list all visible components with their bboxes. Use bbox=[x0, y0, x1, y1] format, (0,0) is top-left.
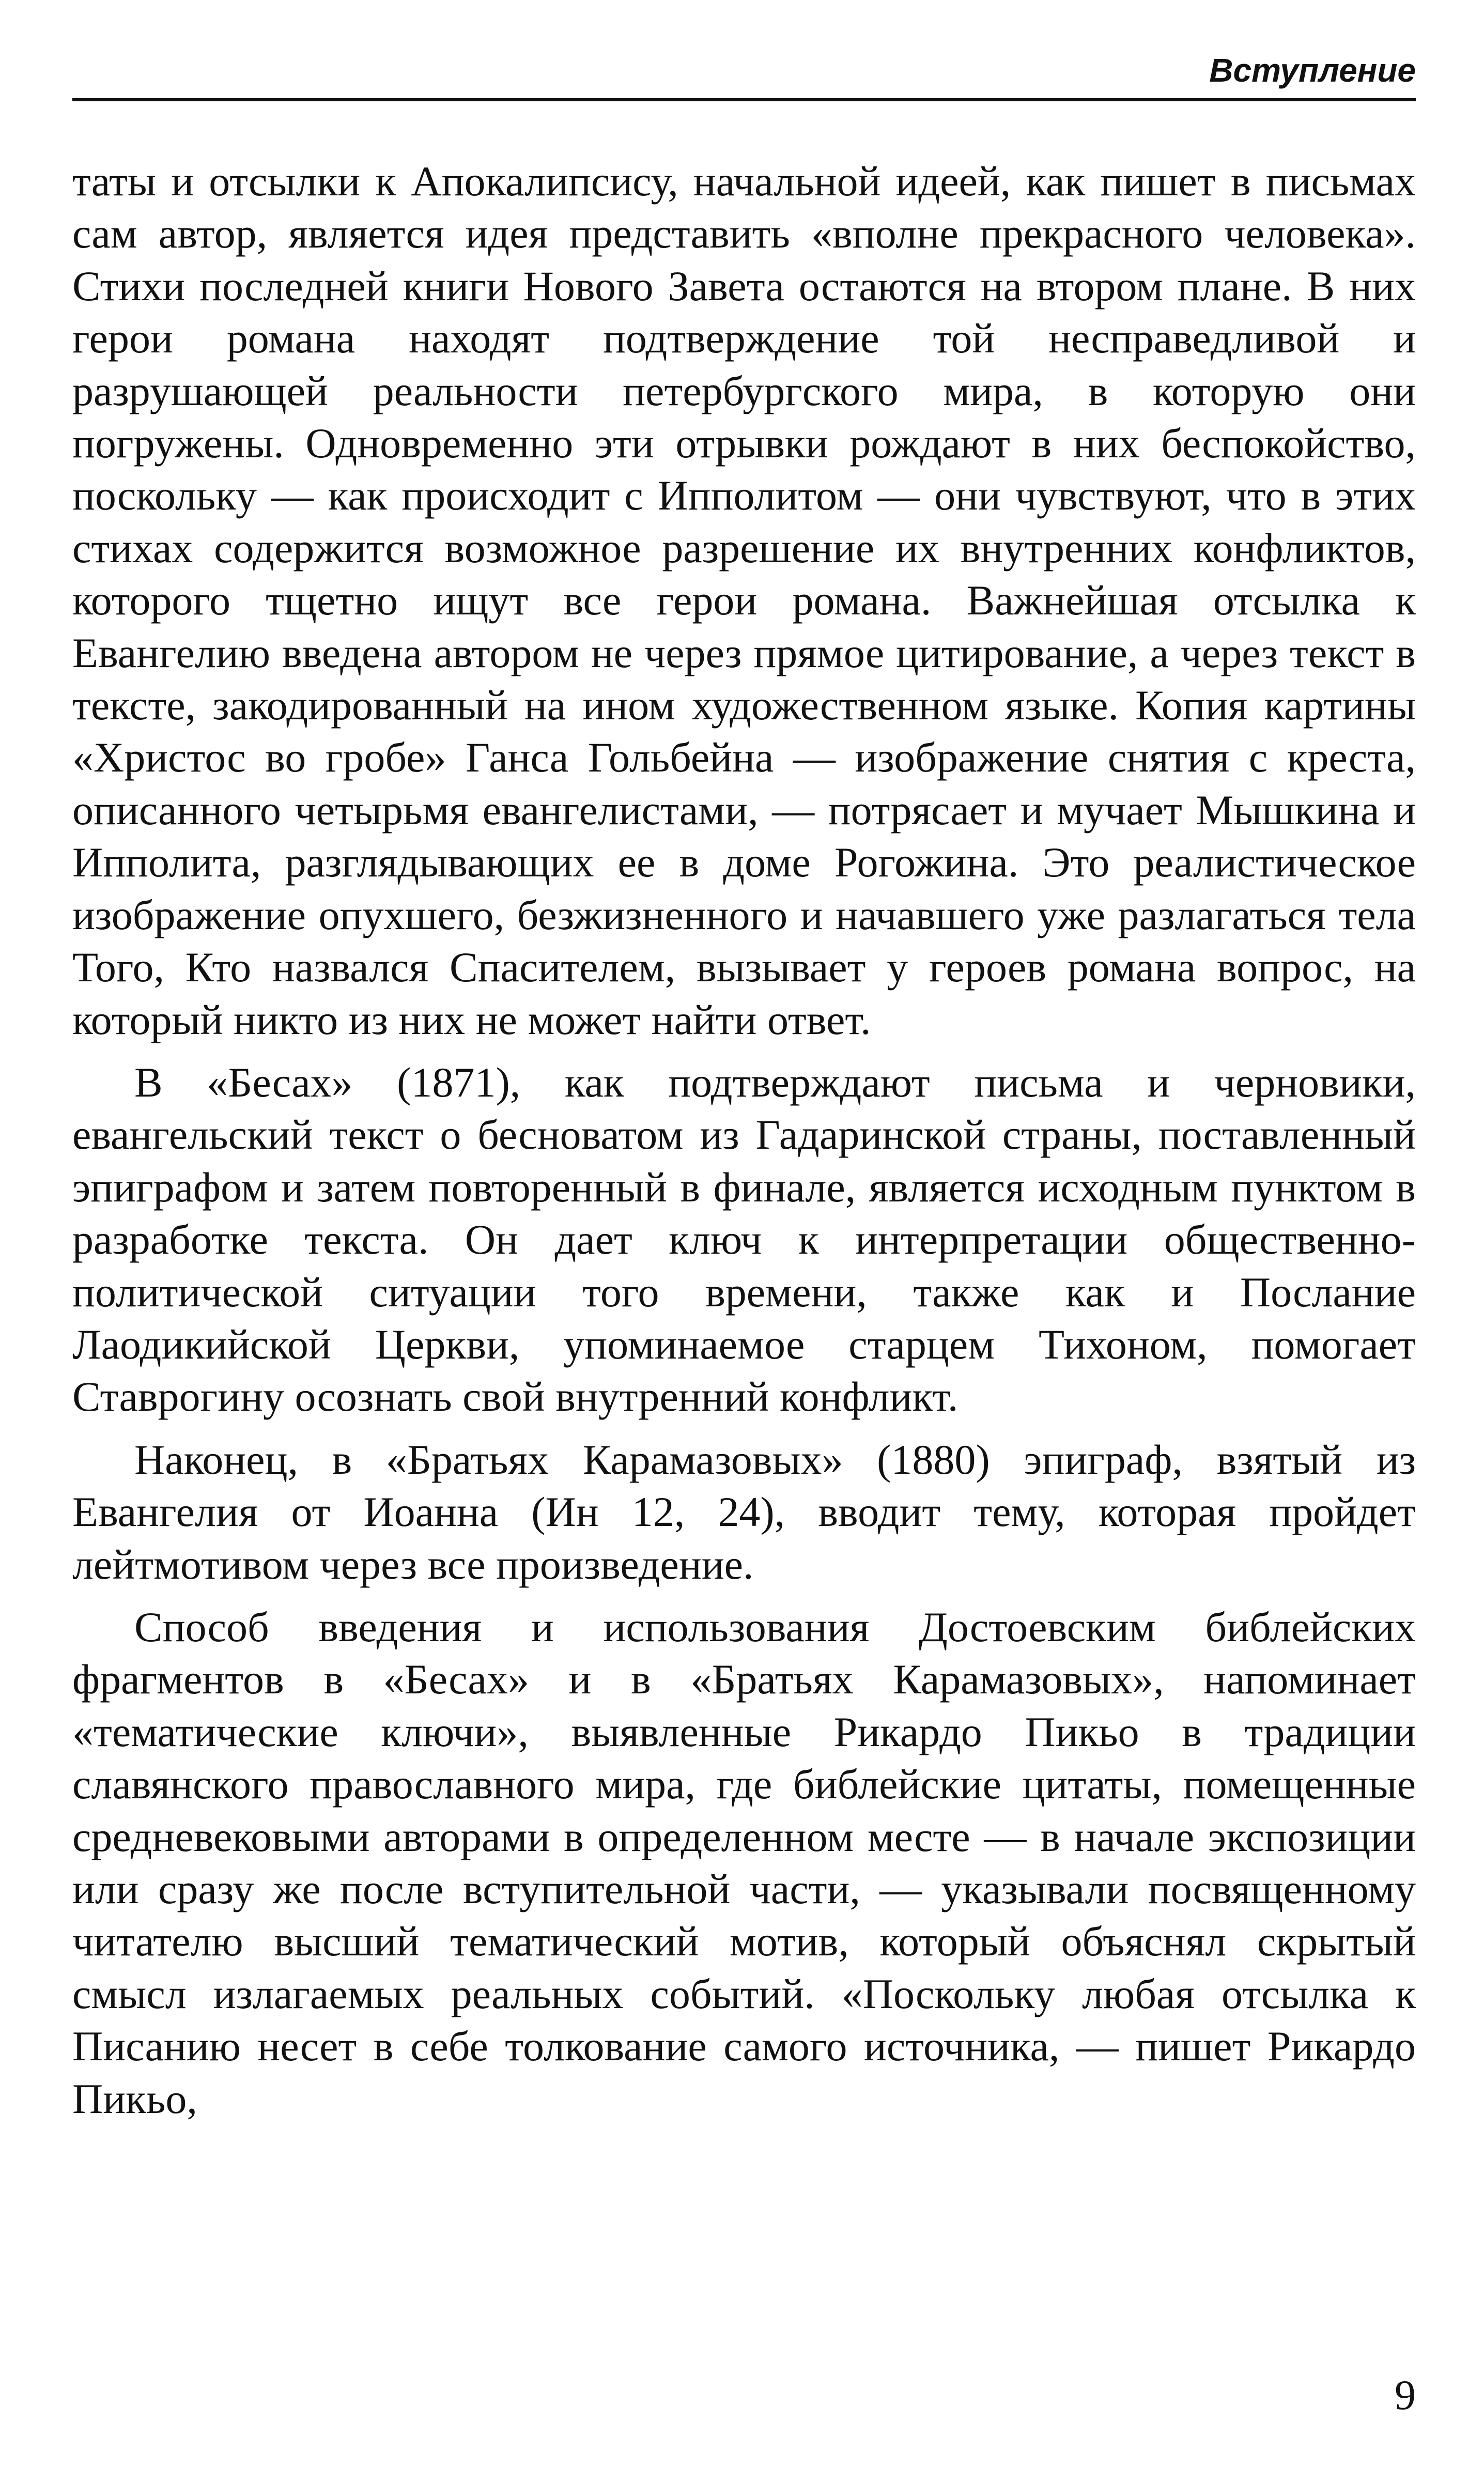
header-rule bbox=[72, 98, 1416, 101]
paragraph-continued: таты и отсылки к Апокалипсису, начальной идеей, как пишет в письмах сам автор, является идея представить «вполне прекрасного человека». Стихи последней книги Нового Завета остаются на втором плане. В них герои романа находят подтверждение той несправедливой и разрушающей реальности петербургского мира, в которую они погружены. Одновременно эти отрывки рождают в них беспокойство, поскольку — как происходит с Ипполитом — они чувствуют, что в этих стихах содержится возможное разрешение их внутренних конфликтов, которого тщетно ищут все герои романа. Важнейшая отсылка к Евангелию введена автором не через прямое цитирование, а через текст в тексте, закодированный на ином художественном языке. Копия картины «Христос во гробе» Ганса Гольбейна — изображение снятия с креста, описанного четырьмя евангелистами, — потрясает и мучает Мышкина и Ипполита, разглядывающих ее в доме Рогожина. Это реалистическое изображение опухшего, безжизненного и начавшего уже разлагаться тела Того, Кто назвался Спасителем, вызывает у героев романа вопрос, на который никто из них не может найти ответ. bbox=[72, 158, 1416, 1043]
paragraph-thematic-keys: Способ введения и использования Достоевским библейских фрагментов в «Бесах» и в «Братьях Карамазовых», напоминает «тематические ключи», выявленные Рикардо Пикьо в традиции славянского православного мира, где библейские цитаты, помещенные средневековыми авторами в определенном месте — в начале экспозиции или сразу же после вступительной части, — указывали посвященному читателю высший тематический мотив, который объяснял скрытый смысл излагаемых реальных событий. «Поскольку любая отсылка к Писанию несет в себе толкование самого источника, — пишет Рикардо Пикьо, bbox=[72, 1603, 1416, 2122]
body-text bbox=[72, 155, 1416, 2125]
page-number: 9 bbox=[1395, 2371, 1416, 2418]
running-header-title: Вступление bbox=[1209, 52, 1416, 89]
running-header bbox=[72, 47, 1416, 103]
paragraph-besy: В «Бесах» (1871), как подтверждают письма и черновики, евангельский текст о бесноватом из Гадаринской страны, поставленный эпиграфом и затем повторенный в финале, является исходным пунктом в разработке текста. Он дает ключ к интерпретации общественно-политической ситуации того времени, также как и Послание Лаодикийской Церкви, упоминаемое старцем Тихоном, помогает Ставрогину осознать свой внутренний конфликт. bbox=[72, 1058, 1416, 1421]
book-page bbox=[72, 47, 1416, 2424]
paragraph-karamazovy: Наконец, в «Братьях Карамазовых» (1880) эпиграф, взятый из Евангелия от Иоанна (Ин 12, 24), вводит тему, которая пройдет лейтмотивом через все произведение. bbox=[72, 1436, 1416, 1588]
